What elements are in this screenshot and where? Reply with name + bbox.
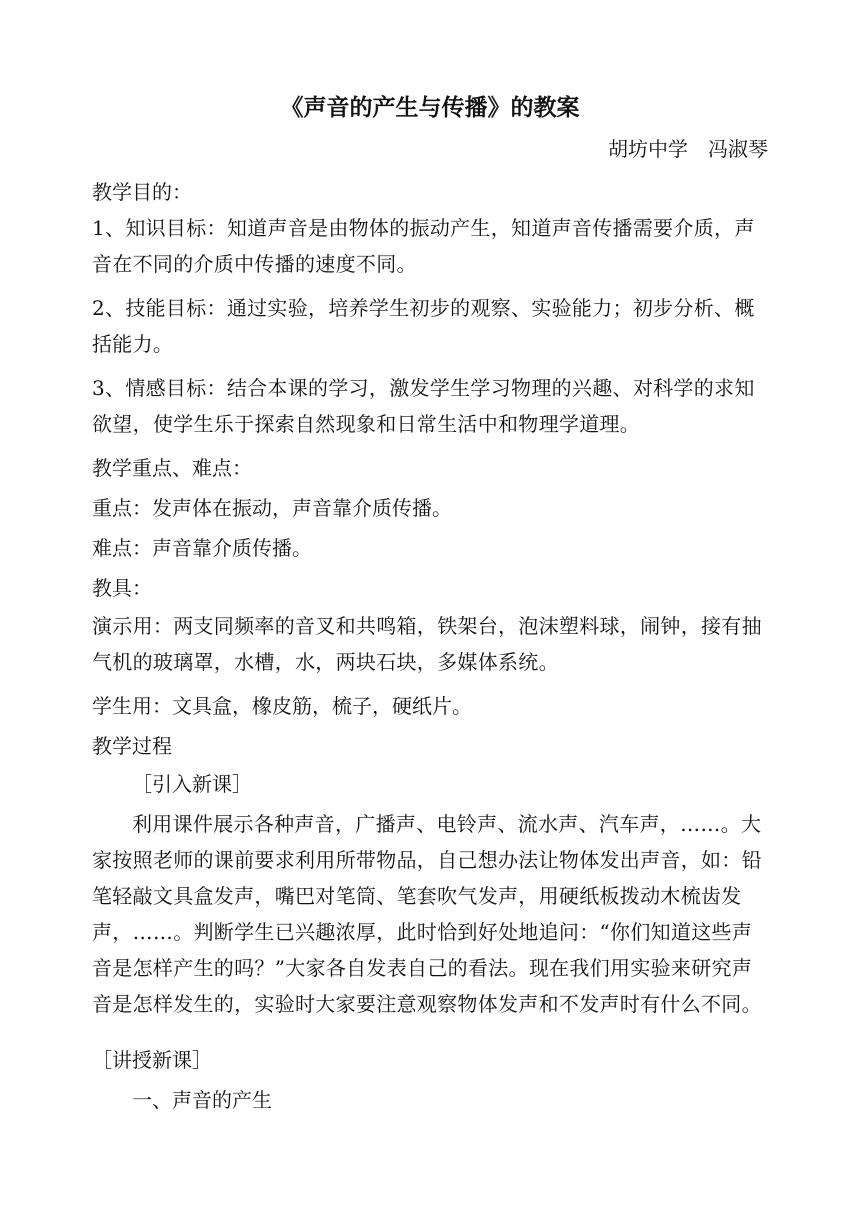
goal-3: 3、情感目标：结合本课的学习，激发学生学习物理的兴趣、对科学的求知欲望，使学生乐于探索自然现象和日常生活中和物理学道理。 <box>92 376 755 436</box>
section-1-heading: 一、声音的产生 <box>132 1088 272 1112</box>
goals-heading: 教学目的： <box>92 180 192 204</box>
demo-tools: 演示用：两支同频率的音叉和共鸣箱，铁架台，泡沫塑料球，闹钟，接有抽气机的玻璃罩，水槽，水，两块石块，多媒体系统。 <box>92 614 762 674</box>
school-name: 胡坊中学 <box>608 137 688 161</box>
difficulty: 难点：声音靠介质传播。 <box>92 536 312 560</box>
author-name: 冯淑琴 <box>708 137 768 161</box>
goal-1: 1、知识目标：知道声音是由物体的振动产生，知道声音传播需要介质，声音在不同的介质中传播的速度不同。 <box>92 216 755 276</box>
key-point: 重点：发声体在振动，声音靠介质传播。 <box>92 496 452 520</box>
key-points-heading: 教学重点、难点： <box>92 456 252 480</box>
student-tools: 学生用：文具盒，橡皮筋，梳子，硬纸片。 <box>92 694 472 718</box>
author-line <box>608 133 768 165</box>
process-heading: 教学过程 <box>92 734 172 758</box>
lecture-heading: ［讲授新课］ <box>92 1048 212 1072</box>
intro-text: 利用课件展示各种声音，广播声、电铃声、流水声、汽车声，……。大家按照老师的课前要求利用所带物品，自己想办法让物体发出声音，如：铅笔轻敲文具盒发声，嘴巴对笔筒、笔套吹气发声，用硬纸板拨动木梳齿发声，……。判断学生已兴趣浓厚，此时恰到好处地追问：“你们知道这些声音是怎样产生的吗？”大家各自发表自己的看法。现在我们用实验来研究声音是怎样发生的，实验时大家要注意观察物体发声和不发声时有什么不同。 <box>92 812 762 1016</box>
tools-heading: 教具： <box>92 576 152 600</box>
intro-heading: ［引入新课］ <box>132 772 252 796</box>
goal-2: 2、技能目标：通过实验，培养学生初步的观察、实验能力；初步分析、概括能力。 <box>92 296 755 356</box>
document-title: 《声音的产生与传播》的教案 <box>280 94 580 121</box>
